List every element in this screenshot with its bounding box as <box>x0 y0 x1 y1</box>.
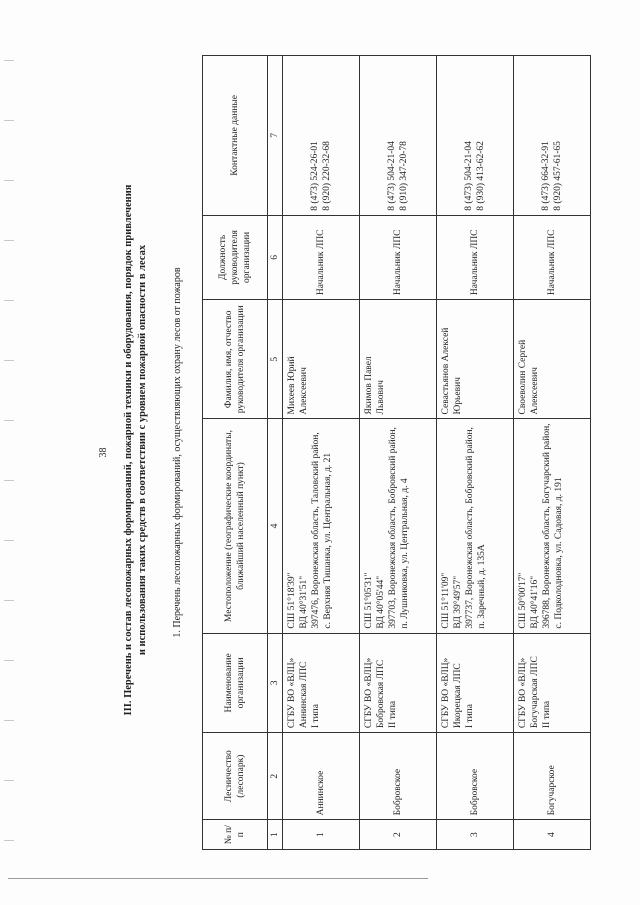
column-number: 7 <box>268 56 283 216</box>
table-row <box>437 56 514 850</box>
column-header: Фамилия, имя, отчество руководителя организации <box>203 300 268 419</box>
organization-line: СГБУ ВО «ВЛЦ» <box>441 657 451 729</box>
organization-line: II типа <box>542 700 552 729</box>
location-line: 397476, Воронежская область, Таловский район, <box>311 432 321 629</box>
location-line: СШ 51°18'39" <box>287 572 297 629</box>
table-row <box>360 56 437 850</box>
head-name-line: Своеволин Сергей <box>518 339 528 415</box>
organization-cell <box>437 633 514 732</box>
head-name-line: Алексеевич <box>530 367 540 415</box>
head-name-cell <box>283 300 360 419</box>
head-name-line: Алексеевич <box>299 367 309 415</box>
organization-line: СГБУ ВО «ВЛЦ» <box>364 657 374 729</box>
organization-cell <box>283 633 360 732</box>
column-header: Контактные данные <box>203 56 268 216</box>
location-line: 396788, Воронежская область, Богучарский район, <box>542 423 552 629</box>
forest-fire-units-table <box>202 55 591 850</box>
margin-tick <box>4 600 14 601</box>
margin-tick <box>4 180 14 181</box>
location-line: СШ 50°00'17" <box>518 572 528 629</box>
column-header: Наименование организации <box>203 633 268 732</box>
head-name-line: Львович <box>376 380 386 415</box>
organization-cell <box>360 633 437 732</box>
head-name-line: Михеев Юрий <box>287 356 297 415</box>
column-header: Лесничество (лесопарк) <box>203 733 268 820</box>
margin-tick <box>4 240 14 241</box>
contacts-cell <box>437 56 514 216</box>
contacts-cell <box>360 56 437 216</box>
organization-line: Бобровская ЛПС <box>376 659 386 729</box>
organization-line: Икорецкая ЛПС <box>453 663 463 729</box>
organization-line: Богучарская ЛПС <box>530 656 540 729</box>
organization-cell <box>514 633 591 732</box>
organization-line: Аннинская ЛПС <box>299 661 309 729</box>
location-line: п. Заречный, д. 135А <box>477 544 487 629</box>
row-number: 1 <box>283 820 360 850</box>
head-name-line: Якимов Павел <box>364 356 374 415</box>
column-number: 3 <box>268 633 283 732</box>
location-line: с. Верхняя Тишанка, ул. Центральная, д. 21 <box>323 452 333 629</box>
column-number: 1 <box>268 820 283 850</box>
margin-tick <box>4 540 14 541</box>
margin-tick <box>4 480 14 481</box>
column-number: 2 <box>268 733 283 820</box>
phone-number: 8 (473) 664-32-91 <box>541 141 551 211</box>
location-line: п. Лушниковка, ул. Центральная, д. 4 <box>400 478 410 629</box>
forestry-cell: Бобровское <box>360 733 437 820</box>
phone-number: 8 (910) 347-20-78 <box>399 141 409 211</box>
page-number: 38 <box>98 447 109 458</box>
location-line: СШ 51°11'09" <box>441 572 451 629</box>
margin-tick <box>4 660 14 661</box>
head-name-line: Юрьевич <box>453 377 463 415</box>
position-cell: Начальник ЛПС <box>360 215 437 299</box>
location-cell <box>514 419 591 633</box>
column-number: 5 <box>268 300 283 419</box>
location-line: 397703, Воронежская область, Бобровский район, <box>388 427 398 629</box>
location-cell <box>283 419 360 633</box>
section-title-line: и использования таких средств в соответствии с уровнем пожарной опасности в лесах <box>137 244 148 656</box>
row-number: 3 <box>437 820 514 850</box>
table-subtitle: 1. Перечень лесопожарных формирований, осуществляющих охрану лесов от пожаров <box>172 267 183 638</box>
head-name-cell <box>360 300 437 419</box>
position-cell: Начальник ЛПС <box>514 215 591 299</box>
organization-line: I типа <box>311 704 321 729</box>
column-number-row <box>268 56 283 850</box>
rotated-document <box>90 25 610 880</box>
row-number: 2 <box>360 820 437 850</box>
location-line: ВД 39°49'57" <box>453 575 463 629</box>
head-name-cell <box>437 300 514 419</box>
row-number: 4 <box>514 820 591 850</box>
forestry-cell: Аннинское <box>283 733 360 820</box>
contacts-cell <box>514 56 591 216</box>
column-number: 6 <box>268 215 283 299</box>
phone-number: 8 (920) 457-61-65 <box>553 141 563 211</box>
forestry-cell: Бобровское <box>437 733 514 820</box>
margin-tick <box>4 780 14 781</box>
margin-tick <box>4 300 14 301</box>
forestry-cell: Богучарское <box>514 733 591 820</box>
margin-tick <box>4 60 14 61</box>
table-row <box>283 56 360 850</box>
contacts-cell <box>283 56 360 216</box>
head-name-cell <box>514 300 591 419</box>
table-header-row <box>203 56 268 850</box>
column-header: № п/п <box>203 820 268 850</box>
section-title-line: III. Перечень и состав лесопожарных формирований, пожарной техники и оборудования, порядок привлечения <box>123 184 134 716</box>
location-line: ВД 40°31'51" <box>299 575 309 629</box>
table-row <box>514 56 591 850</box>
location-line: СШ 51°05'31" <box>364 572 374 629</box>
position-cell: Начальник ЛПС <box>437 215 514 299</box>
organization-line: II типа <box>388 700 398 729</box>
column-header: Местоположение (географические координаты, ближайший населенный пункт) <box>203 419 268 633</box>
phone-number: 8 (920) 220-32-68 <box>322 141 332 211</box>
position-cell: Начальник ЛПС <box>283 215 360 299</box>
column-number: 4 <box>268 419 283 633</box>
location-line: с. Подколодновка, ул. Садовая, д. 191 <box>554 477 564 629</box>
phone-number: 8 (473) 524-26-01 <box>310 141 320 211</box>
organization-line: СГБУ ВО «ВЛЦ» <box>518 657 528 729</box>
phone-number: 8 (473) 504-21-04 <box>464 141 474 211</box>
phone-number: 8 (473) 504-21-04 <box>387 141 397 211</box>
organization-line: СГБУ ВО «ВЛЦ» <box>287 657 297 729</box>
organization-line: I типа <box>465 704 475 729</box>
margin-tick <box>4 120 14 121</box>
phone-number: 8 (930) 413-62-62 <box>476 141 486 211</box>
section-title <box>122 90 150 810</box>
margin-tick <box>4 420 14 421</box>
margin-tick <box>4 360 14 361</box>
location-line: ВД 40°05'44" <box>376 575 386 629</box>
margin-tick <box>4 720 14 721</box>
location-cell <box>360 419 437 633</box>
location-line: 397737, Воронежская область, Бобровский район, <box>465 427 475 629</box>
location-cell <box>437 419 514 633</box>
location-line: ВД 40°41'16" <box>530 575 540 629</box>
head-name-line: Севастьянов Алексей <box>441 327 451 415</box>
column-header: Должность руководителя организации <box>203 215 268 299</box>
margin-tick <box>4 840 14 841</box>
